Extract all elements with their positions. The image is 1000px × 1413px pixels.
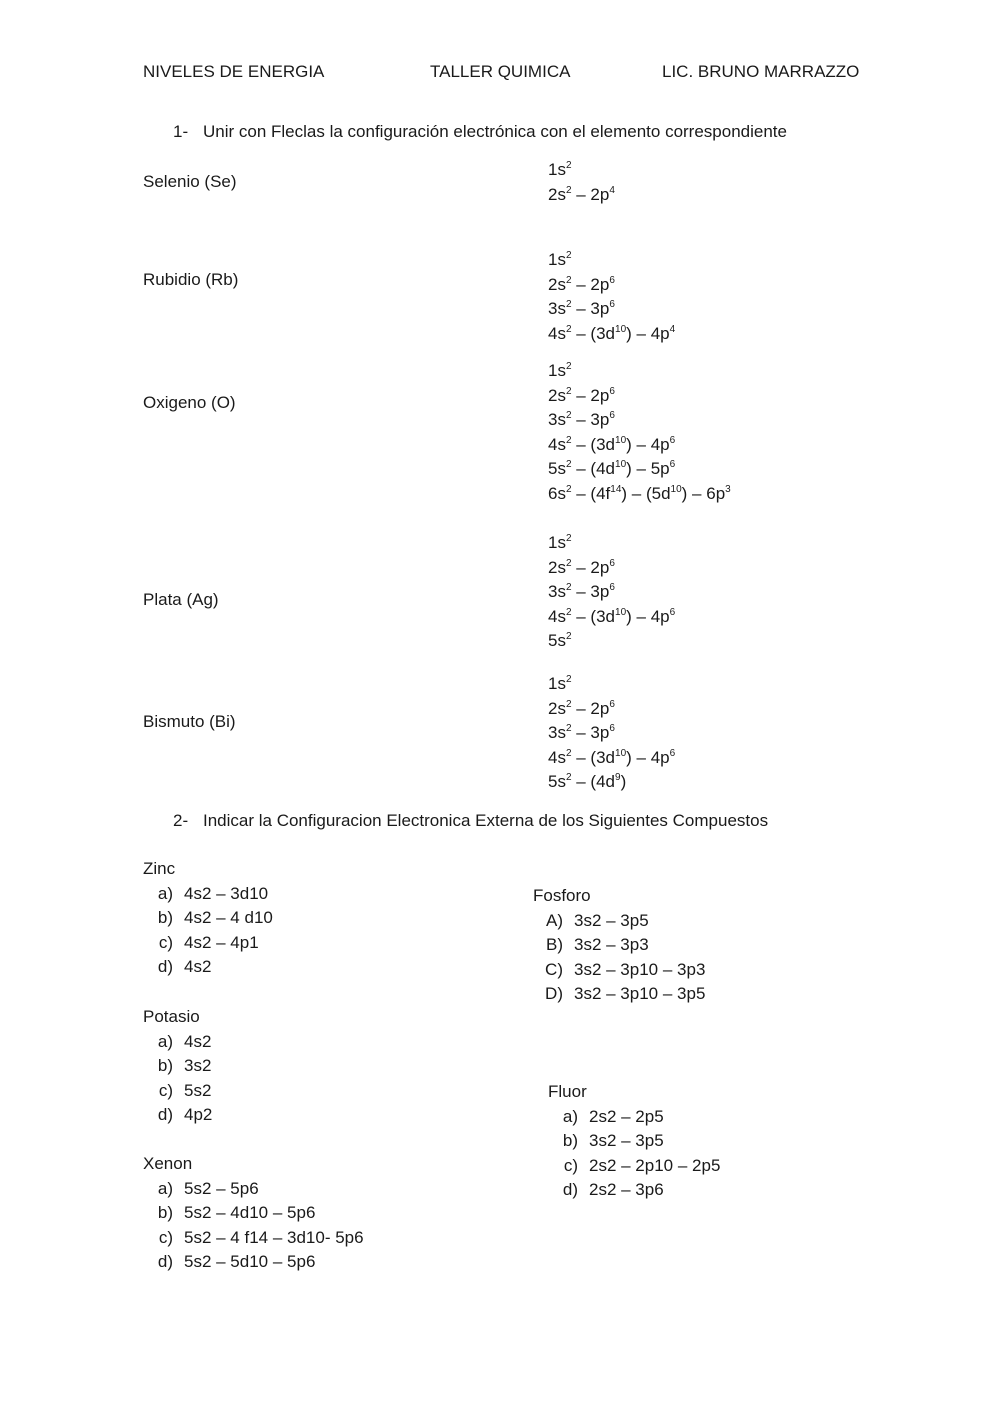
- config-exponent: 14: [610, 483, 622, 495]
- config-term: 4s: [548, 434, 566, 454]
- config-line: [548, 721, 675, 746]
- option-label: b): [157, 908, 173, 928]
- config-exponent: 3: [725, 483, 731, 495]
- config-term: – (3d: [571, 434, 616, 454]
- config-term: 2s: [548, 557, 566, 577]
- config-line: [548, 248, 675, 273]
- config-term: – (4d: [571, 772, 616, 792]
- config-line: [548, 408, 731, 433]
- option-label: c): [158, 932, 173, 952]
- config-term: ) – 4p: [626, 434, 670, 454]
- group-xenon: [143, 1152, 364, 1275]
- config-exponent: 6: [669, 747, 676, 759]
- group-title: Fosforo: [533, 886, 591, 905]
- option-text: 4s2 – 3d10: [184, 883, 269, 903]
- config-term: – 3p: [571, 582, 610, 602]
- config-term: 1s: [548, 160, 566, 179]
- option-text: 2s2 – 2p10 – 2p5: [589, 1155, 721, 1175]
- option-label: c): [158, 1080, 173, 1100]
- question-1-number: 1-: [173, 122, 189, 141]
- config-exponent: 6: [609, 410, 615, 422]
- config-term: 3s: [548, 299, 566, 319]
- question-2-number: 2-: [173, 811, 189, 830]
- config-term: ) – (5d: [621, 483, 671, 503]
- config-exponent: 10: [670, 483, 682, 495]
- element-bismuto: Bismuto (Bi): [143, 712, 236, 731]
- option-text: 3s2 – 3p10 – 3p3: [574, 959, 706, 979]
- config-line: [548, 322, 675, 347]
- config-exponent: 2: [565, 274, 572, 286]
- option-label: B): [546, 935, 563, 955]
- option-item: [143, 931, 273, 956]
- question-2: [173, 811, 768, 831]
- config-line: [548, 482, 731, 507]
- config-block: [548, 359, 731, 507]
- option-text: 5s2 – 4d10 – 5p6: [184, 1203, 316, 1223]
- config-exponent: 6: [609, 385, 615, 397]
- option-label: a): [562, 1106, 578, 1126]
- config-line: [548, 629, 675, 654]
- config-exponent: 2: [565, 533, 572, 544]
- header-right: LIC. BRUNO MARRAZZO: [662, 62, 860, 81]
- option-label: d): [157, 1105, 173, 1125]
- config-exponent: 2: [565, 434, 572, 446]
- option-item: [533, 909, 705, 934]
- option-label: d): [562, 1180, 578, 1200]
- option-text: 3s2 – 3p5: [589, 1131, 664, 1151]
- config-exponent: 2: [565, 674, 572, 685]
- option-item: [548, 1129, 720, 1154]
- config-term: ) – 4p: [626, 323, 670, 343]
- config-line: [548, 556, 675, 581]
- config-exponent: 10: [615, 459, 627, 471]
- option-text: 5s2 – 5p6: [184, 1178, 259, 1198]
- config-exponent: 2: [565, 299, 572, 311]
- config-term: 5s: [548, 631, 566, 651]
- question-1: [173, 122, 787, 142]
- header-left: NIVELES DE ENERGIA: [143, 62, 325, 81]
- config-term: – 3p: [571, 299, 610, 319]
- option-text: 5s2 – 5d10 – 5p6: [184, 1252, 316, 1272]
- option-item: [548, 1178, 720, 1203]
- group-potasio: [143, 1005, 212, 1128]
- config-exponent: 10: [615, 434, 627, 446]
- option-text: 5s2: [184, 1080, 212, 1100]
- config-line: [548, 433, 731, 458]
- config-term: – (4f: [571, 483, 611, 503]
- config-exponent: 2: [565, 184, 572, 196]
- config-term: – 2p: [571, 385, 610, 405]
- option-label: b): [157, 1056, 173, 1076]
- option-text: 3s2 – 3p3: [574, 935, 649, 955]
- option-text: 3s2 – 3p5: [574, 910, 649, 930]
- config-term: – 3p: [571, 410, 610, 430]
- config-term: 4s: [548, 747, 566, 767]
- config-term: ): [620, 772, 627, 792]
- config-term: – 2p: [571, 274, 610, 294]
- option-label: a): [157, 883, 173, 903]
- config-exponent: 2: [565, 250, 572, 261]
- element-oxigeno: Oxigeno (O): [143, 393, 236, 412]
- config-exponent: 6: [609, 557, 615, 569]
- group-title: Potasio: [143, 1007, 200, 1026]
- config-exponent: 2: [565, 557, 572, 569]
- option-label: a): [157, 1031, 173, 1051]
- option-text: 2s2 – 3p6: [589, 1180, 664, 1200]
- config-line: [548, 770, 675, 795]
- config-term: 3s: [548, 582, 566, 602]
- option-item: [143, 1054, 212, 1079]
- group-zinc: [143, 857, 273, 980]
- config-exponent: 6: [669, 459, 676, 471]
- config-term: – 2p: [571, 184, 610, 204]
- config-exponent: 10: [615, 747, 627, 759]
- config-term: 1s: [548, 674, 566, 693]
- config-term: ) – 5p: [626, 459, 670, 479]
- config-exponent: 4: [669, 323, 676, 335]
- option-text: 4s2 – 4p1: [184, 932, 259, 952]
- group-fluor: [548, 1080, 720, 1203]
- config-block: [548, 672, 675, 795]
- option-label: c): [563, 1155, 578, 1175]
- config-line: [548, 384, 731, 409]
- config-exponent: 2: [565, 483, 572, 495]
- config-line: [548, 672, 675, 697]
- element-rubidio: Rubidio (Rb): [143, 270, 239, 289]
- option-item: [533, 933, 705, 958]
- config-term: 4s: [548, 323, 566, 343]
- config-term: 3s: [548, 410, 566, 430]
- config-term: 5s: [548, 459, 566, 479]
- element-selenio: Selenio (Se): [143, 172, 237, 191]
- config-block: [548, 158, 615, 207]
- option-item: [143, 882, 273, 907]
- config-exponent: 2: [565, 772, 572, 784]
- config-line: [548, 273, 675, 298]
- option-label: b): [562, 1131, 578, 1151]
- config-line: [548, 580, 675, 605]
- option-item: [143, 1177, 364, 1202]
- option-label: b): [157, 1203, 173, 1223]
- option-item: [143, 1103, 212, 1128]
- option-text: 5s2 – 4 f14 – 3d10- 5p6: [184, 1227, 364, 1247]
- config-term: ) – 4p: [626, 606, 670, 626]
- element-plata: Plata (Ag): [143, 590, 219, 609]
- option-item: [533, 982, 705, 1007]
- config-line: [548, 297, 675, 322]
- config-exponent: 2: [565, 747, 572, 759]
- option-text: 3s2 – 3p10 – 3p5: [574, 984, 706, 1004]
- config-term: 2s: [548, 184, 566, 204]
- config-exponent: 6: [609, 299, 615, 311]
- option-item: [548, 1105, 720, 1130]
- option-text: 4s2: [184, 957, 212, 977]
- option-text: 4s2 – 4 d10: [184, 908, 273, 928]
- config-line: [548, 697, 675, 722]
- config-term: ) – 6p: [681, 483, 726, 503]
- option-item: [143, 1030, 212, 1055]
- group-title: Fluor: [548, 1082, 587, 1101]
- config-term: – 3p: [571, 723, 610, 743]
- config-term: 2s: [548, 274, 566, 294]
- config-exponent: 2: [565, 582, 572, 594]
- header-center: TALLER QUIMICA: [430, 62, 571, 81]
- option-label: A): [546, 910, 563, 930]
- config-term: – 2p: [571, 698, 610, 718]
- config-exponent: 6: [609, 723, 615, 735]
- config-block: [548, 248, 675, 346]
- group-fosforo: [533, 884, 705, 1007]
- config-exponent: 2: [565, 160, 572, 171]
- config-exponent: 6: [609, 582, 615, 594]
- config-term: 4s: [548, 606, 566, 626]
- option-item: [143, 1226, 364, 1251]
- config-block: [548, 531, 675, 654]
- config-term: 1s: [548, 361, 566, 380]
- option-item: [143, 1250, 364, 1275]
- question-2-text: Indicar la Configuracion Electronica Externa de los Siguientes Compuestos: [203, 811, 769, 830]
- option-text: 3s2: [184, 1056, 212, 1076]
- config-exponent: 2: [565, 323, 572, 335]
- config-exponent: 2: [565, 723, 572, 735]
- config-term: 5s: [548, 772, 566, 792]
- config-term: – 2p: [571, 557, 610, 577]
- config-exponent: 2: [565, 361, 572, 372]
- option-text: 2s2 – 2p5: [589, 1106, 664, 1126]
- config-term: 2s: [548, 698, 566, 718]
- config-term: ) – 4p: [626, 747, 670, 767]
- group-title: Xenon: [143, 1154, 193, 1173]
- option-label: C): [545, 959, 563, 979]
- config-exponent: 10: [615, 323, 627, 335]
- config-term: 6s: [548, 483, 566, 503]
- config-exponent: 9: [615, 772, 621, 784]
- config-line: [548, 531, 675, 556]
- option-label: d): [157, 1252, 173, 1272]
- config-line: [548, 359, 731, 384]
- option-label: D): [545, 984, 563, 1004]
- option-item: [533, 958, 705, 983]
- config-term: – (3d: [571, 606, 616, 626]
- config-term: 3s: [548, 723, 566, 743]
- config-term: – (3d: [571, 323, 616, 343]
- config-line: [548, 605, 675, 630]
- config-line: [548, 746, 675, 771]
- group-title: Zinc: [143, 859, 176, 878]
- config-term: 1s: [548, 250, 566, 269]
- option-item: [143, 1079, 212, 1104]
- config-term: 2s: [548, 385, 566, 405]
- option-label: a): [157, 1178, 173, 1198]
- option-label: d): [157, 957, 173, 977]
- option-item: [143, 955, 273, 980]
- config-term: 1s: [548, 533, 566, 552]
- config-line: [548, 158, 615, 183]
- option-item: [548, 1154, 720, 1179]
- config-exponent: 4: [609, 184, 615, 196]
- config-exponent: 2: [565, 410, 572, 422]
- option-text: 4p2: [184, 1105, 213, 1125]
- config-exponent: 2: [565, 459, 572, 471]
- config-exponent: 2: [565, 698, 572, 710]
- option-text: 4s2: [184, 1031, 212, 1051]
- config-exponent: 10: [615, 606, 627, 618]
- config-term: – (4d: [571, 459, 616, 479]
- question-1-text: Unir con Fleclas la configuración electrónica con el elemento correspondiente: [203, 122, 787, 141]
- config-line: [548, 183, 615, 208]
- option-label: c): [158, 1227, 173, 1247]
- option-item: [143, 906, 273, 931]
- config-exponent: 6: [669, 434, 676, 446]
- option-item: [143, 1201, 364, 1226]
- config-exponent: 2: [565, 385, 572, 397]
- config-exponent: 6: [609, 698, 615, 710]
- config-exponent: 2: [565, 606, 572, 618]
- config-exponent: 6: [609, 274, 615, 286]
- config-line: [548, 457, 731, 482]
- config-exponent: 2: [565, 631, 572, 643]
- config-exponent: 6: [669, 606, 676, 618]
- config-term: – (3d: [571, 747, 616, 767]
